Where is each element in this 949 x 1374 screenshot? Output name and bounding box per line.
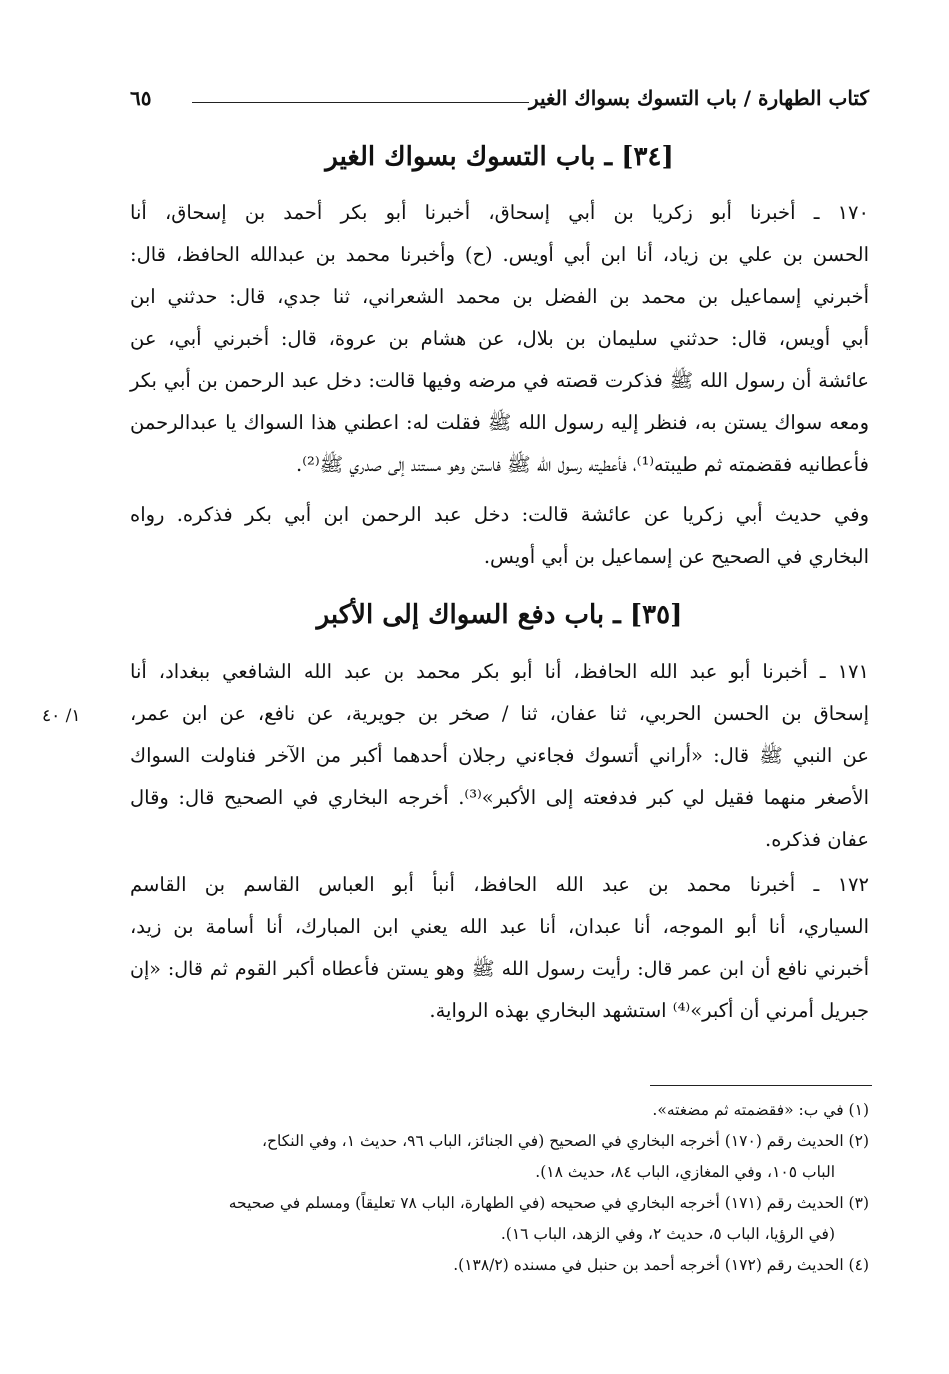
- hadith-170: [130, 192, 869, 486]
- hadith-171-line: إسحاق بن الحسن الحربي، ثنا عفان، ثنا / صخر بن جويرية، عن نافع، عن ابن عمر،: [130, 702, 869, 725]
- hadith-171-line: عفان فذكره.: [765, 828, 869, 851]
- running-title: كتاب الطهارة / باب التسوك بسواك الغير: [528, 86, 869, 110]
- hadith-170-line: عائشة أن رسول الله ﷺ فذكرت قصته في مرضه وفيها قالت: دخل عبد الرحمن بن أبي بكر: [130, 369, 869, 392]
- margin-page-reference: ١/ ٤٠: [42, 706, 81, 726]
- hadith-172-line: جبريل أمرني أن أكبر»⁽⁴⁾ استشهد البخاري بهذه الرواية.: [429, 999, 869, 1022]
- hadith-171-line: ١٧١ ـ أخبرنا أبو عبد الله الحافظ، أنا أبو بكر محمد بن عبد الله الشافعي ببغداد، أنا: [130, 660, 869, 683]
- hadith-170-line: ١٧٠ ـ أخبرنا أبو زكريا بن أبي إسحاق، أخبرنا أبو بكر أحمد بن إسحاق، أنا: [130, 201, 869, 224]
- hadith-171-line: الأصغر منهما فقيل لي كبر فدفعته إلى الأكبر»⁽³⁾. أخرجه البخاري في الصحيح قال: وقال: [130, 786, 869, 809]
- hadith-170-line: فأعطانيه فقضمته ثم طيبته⁽¹⁾، فأعطيته رسول الله ﷺ فاستن وهو مستند إلى صدري ﷺ⁽²⁾.: [296, 453, 869, 476]
- hadith-170-line: أبي أويس، قال: حدثني سليمان بن بلال، عن هشام بن عروة، قال: أخبرني أبي، عن: [130, 327, 869, 350]
- hadith-172: [130, 864, 869, 1032]
- hadith-172-line: السياري، أنا أبو الموجه، أنا عبدان، أنا عبد الله يعني ابن المبارك، أنا أسامة بن زيد،: [130, 915, 869, 938]
- hadith-172-line: ١٧٢ ـ أخبرنا محمد بن عبد الله الحافظ، أنبأ أبو العباس القاسم بن القاسم: [130, 873, 869, 896]
- footnotes: [130, 1095, 869, 1281]
- hadith-171-line: عن النبي ﷺ قال: «أراني أتسوك فجاءني رجلان أحدهما أكبر من الآخر فناولت السواك: [130, 744, 869, 767]
- footnote-4: (٤) الحديث رقم (١٧٢) أخرجه أحمد بن حنبل في مسنده (١٣٨/٢).: [453, 1256, 869, 1274]
- footnote-separator: [650, 1085, 872, 1086]
- footnote-3-continuation: (في الرؤيا، الباب ٥، حديث ٢، وفي الزهد، الباب ١٦).: [500, 1225, 835, 1243]
- note-line: وفي حديث أبي زكريا عن عائشة قالت: دخل عبد الرحمن ابن أبي بكر فذكره. رواه: [130, 503, 869, 526]
- hadith-170-note: [130, 494, 869, 578]
- section-34-heading: [٣٤] ـ باب التسوك بسواك الغير: [325, 142, 674, 172]
- page-number: ٦٥: [130, 86, 152, 110]
- footnote-2: (٢) الحديث رقم (١٧٠) أخرجه البخاري في الصحيح (في الجنائز، الباب ٩٦، حديث ١، وفي النكاح،: [262, 1132, 869, 1150]
- hadith-172-line: أخبرني نافع أن ابن عمر قال: رأيت رسول الله ﷺ وهو يستن فأعطاه أكبر القوم ثم قال: «إن: [130, 958, 869, 980]
- hadith-170-line: الحسن بن علي بن زياد، أنا ابن أبي أويس. (ح) وأخبرنا محمد بن عبدالله الحافظ، قال:: [130, 243, 869, 266]
- note-line: البخاري في الصحيح عن إسماعيل بن أبي أويس.: [483, 545, 869, 568]
- running-header: [130, 86, 869, 118]
- header-rule: [192, 102, 529, 103]
- footnote-1: (١) في ب: «فقضمته ثم مضغته».: [652, 1101, 869, 1119]
- footnote-3: (٣) الحديث رقم (١٧١) أخرجه البخاري في صحيحه (في الطهارة، الباب ٧٨ تعليقاً) ومسلم في صحيحه: [228, 1194, 869, 1212]
- hadith-170-line: أخبرني إسماعيل بن محمد بن الفضل بن محمد الشعراني، ثنا جدي، قال: حدثني ابن: [130, 285, 869, 308]
- hadith-171: [130, 651, 869, 861]
- hadith-170-line: ومعه سواك يستن به، فنظر إليه رسول الله ﷺ فقلت له: اعطني هذا السواك يا عبدالرحمن: [130, 411, 869, 434]
- section-35-heading: [٣٥] ـ باب دفع السواك إلى الأكبر: [316, 600, 683, 630]
- footnote-2-continuation: الباب ١٠٥، وفي المغازي، الباب ٨٤، حديث ١٨).: [535, 1163, 835, 1181]
